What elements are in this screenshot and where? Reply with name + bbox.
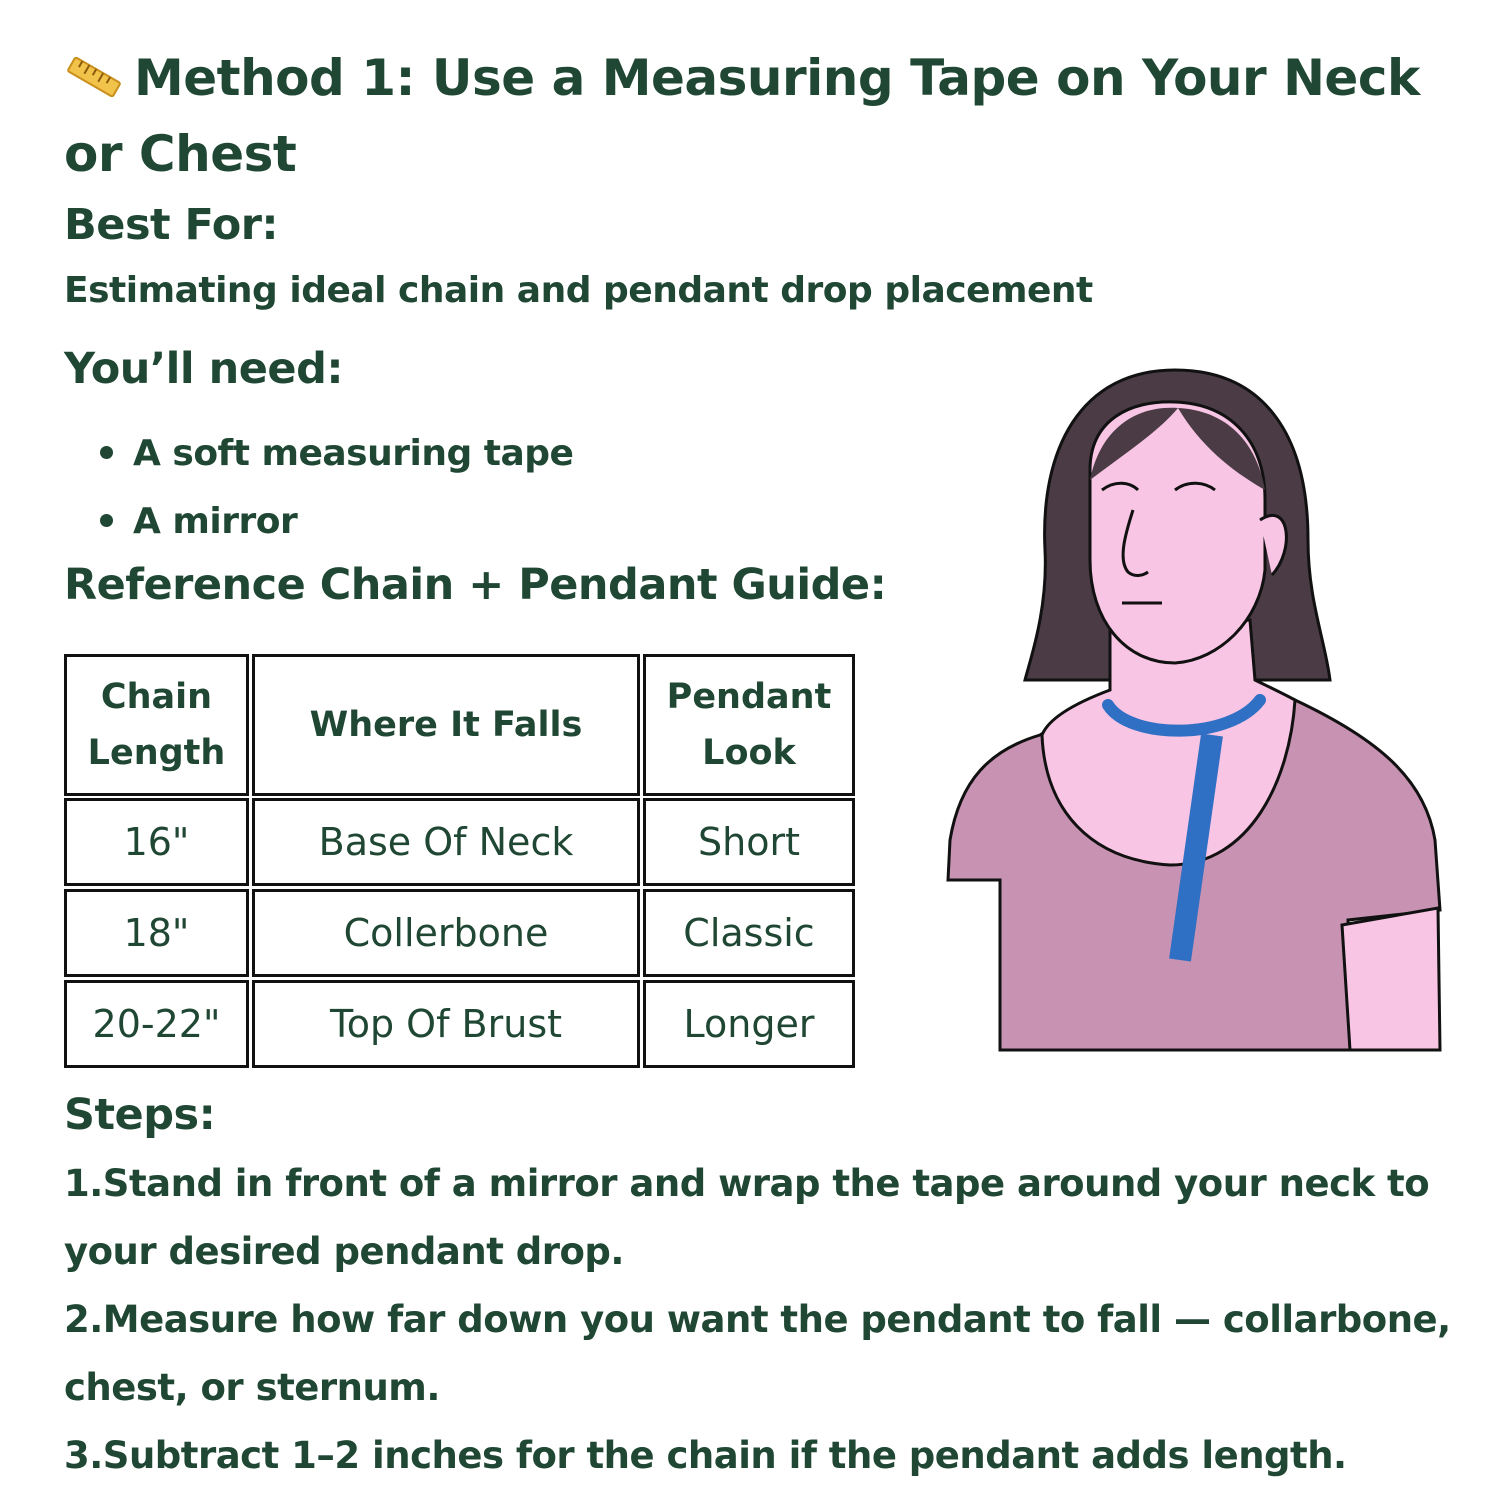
bullet-icon — [100, 446, 113, 459]
table-cell: Base Of Neck — [252, 798, 640, 886]
table-cell: 18" — [64, 889, 249, 977]
table-cell: 16" — [64, 798, 249, 886]
column-header: Pendant Look — [643, 654, 855, 796]
table-cell: Top Of Brust — [252, 980, 640, 1068]
ruler-icon — [64, 57, 124, 97]
step-item: 2.Measure how far down you want the pendant to fall — collarbone, chest, or sternum. — [64, 1298, 1451, 1409]
needs-heading: You’ll need: — [64, 344, 344, 394]
column-header: Where It Falls — [252, 654, 640, 796]
column-header: Chain Length — [64, 654, 249, 796]
step-item: 1.Stand in front of a mirror and wrap the tape around your neck to your desired pendant drop. — [64, 1162, 1430, 1273]
steps-heading: Steps: — [64, 1090, 216, 1140]
step-item: 3.Subtract 1–2 inches for the chain if the pendant adds length. — [64, 1434, 1347, 1477]
best-for-text: Estimating ideal chain and pendant drop placement — [64, 270, 1093, 311]
best-for-heading: Best For: — [64, 200, 279, 250]
list-item: A mirror — [100, 488, 573, 556]
table-cell: Longer — [643, 980, 855, 1068]
woman-measuring-illustration — [930, 360, 1460, 1060]
table-cell: Short — [643, 798, 855, 886]
title-text: Method 1: Use a Measuring Tape on Your Neck or Chest — [64, 49, 1420, 183]
list-item: A soft measuring tape — [100, 420, 573, 488]
table-cell: Classic — [643, 889, 855, 977]
steps-list — [64, 1150, 1464, 1490]
bullet-icon — [100, 514, 113, 527]
table-cell: Collerbone — [252, 889, 640, 977]
guide-heading: Reference Chain + Pendant Guide: — [64, 560, 887, 610]
page-title — [64, 40, 1444, 192]
needs-list — [100, 420, 573, 556]
table-cell: 20-22" — [64, 980, 249, 1068]
